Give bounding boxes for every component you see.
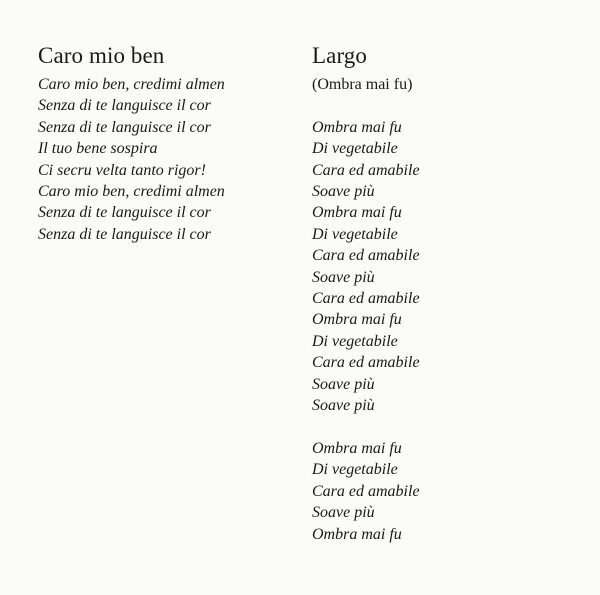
lyric-line: Soave più bbox=[312, 183, 375, 201]
song-title-largo: Largo bbox=[312, 43, 368, 68]
stanza-spacer bbox=[312, 95, 572, 116]
lyric-line: Di vegetabile bbox=[312, 225, 398, 243]
lyrics-largo-stanza-2 bbox=[312, 438, 572, 545]
lyric-line: Cara ed amabile bbox=[312, 482, 420, 500]
left-column bbox=[38, 42, 288, 245]
song-subtitle-ombra-mai-fu: (Ombra mai fu) bbox=[312, 76, 413, 93]
lyric-line: Ombra mai fu bbox=[312, 118, 402, 136]
lyric-line: Soave più bbox=[312, 375, 375, 393]
lyric-line: Il tuo bene sospira bbox=[38, 140, 158, 158]
lyric-line: Ci secru velta tanto rigor! bbox=[38, 161, 206, 179]
lyric-line: Senza di te languisce il cor bbox=[38, 97, 211, 115]
lyrics-caro-mio-ben bbox=[38, 74, 288, 245]
lyric-line: Soave più bbox=[312, 504, 375, 522]
lyric-line: Ombra mai fu bbox=[312, 311, 402, 329]
lyric-line: Ombra mai fu bbox=[312, 439, 402, 457]
right-column bbox=[312, 42, 572, 545]
stanza-spacer bbox=[312, 416, 572, 437]
lyric-line: Caro mio ben, credimi almen bbox=[38, 183, 225, 201]
lyric-line: Ombra mai fu bbox=[312, 525, 402, 543]
song-title-caro-mio-ben: Caro mio ben bbox=[38, 43, 165, 68]
lyric-line: Cara ed amabile bbox=[312, 161, 420, 179]
lyric-line: Di vegetabile bbox=[312, 332, 398, 350]
lyric-line: Soave più bbox=[312, 397, 375, 415]
lyrics-largo-stanza-1 bbox=[312, 117, 572, 417]
lyric-line: Senza di te languisce il cor bbox=[38, 118, 211, 136]
lyric-line: Caro mio ben, credimi almen bbox=[38, 76, 225, 93]
lyric-line: Senza di te languisce il cor bbox=[38, 225, 211, 243]
lyric-line: Di vegetabile bbox=[312, 461, 398, 479]
lyric-line: Cara ed amabile bbox=[312, 354, 420, 372]
lyric-line: Senza di te languisce il cor bbox=[38, 204, 211, 222]
lyric-line: Di vegetabile bbox=[312, 140, 398, 158]
lyric-line: Soave più bbox=[312, 268, 375, 286]
lyric-line: Ombra mai fu bbox=[312, 204, 402, 222]
lyric-line: Cara ed amabile bbox=[312, 247, 420, 265]
lyric-line: Cara ed amabile bbox=[312, 290, 420, 308]
